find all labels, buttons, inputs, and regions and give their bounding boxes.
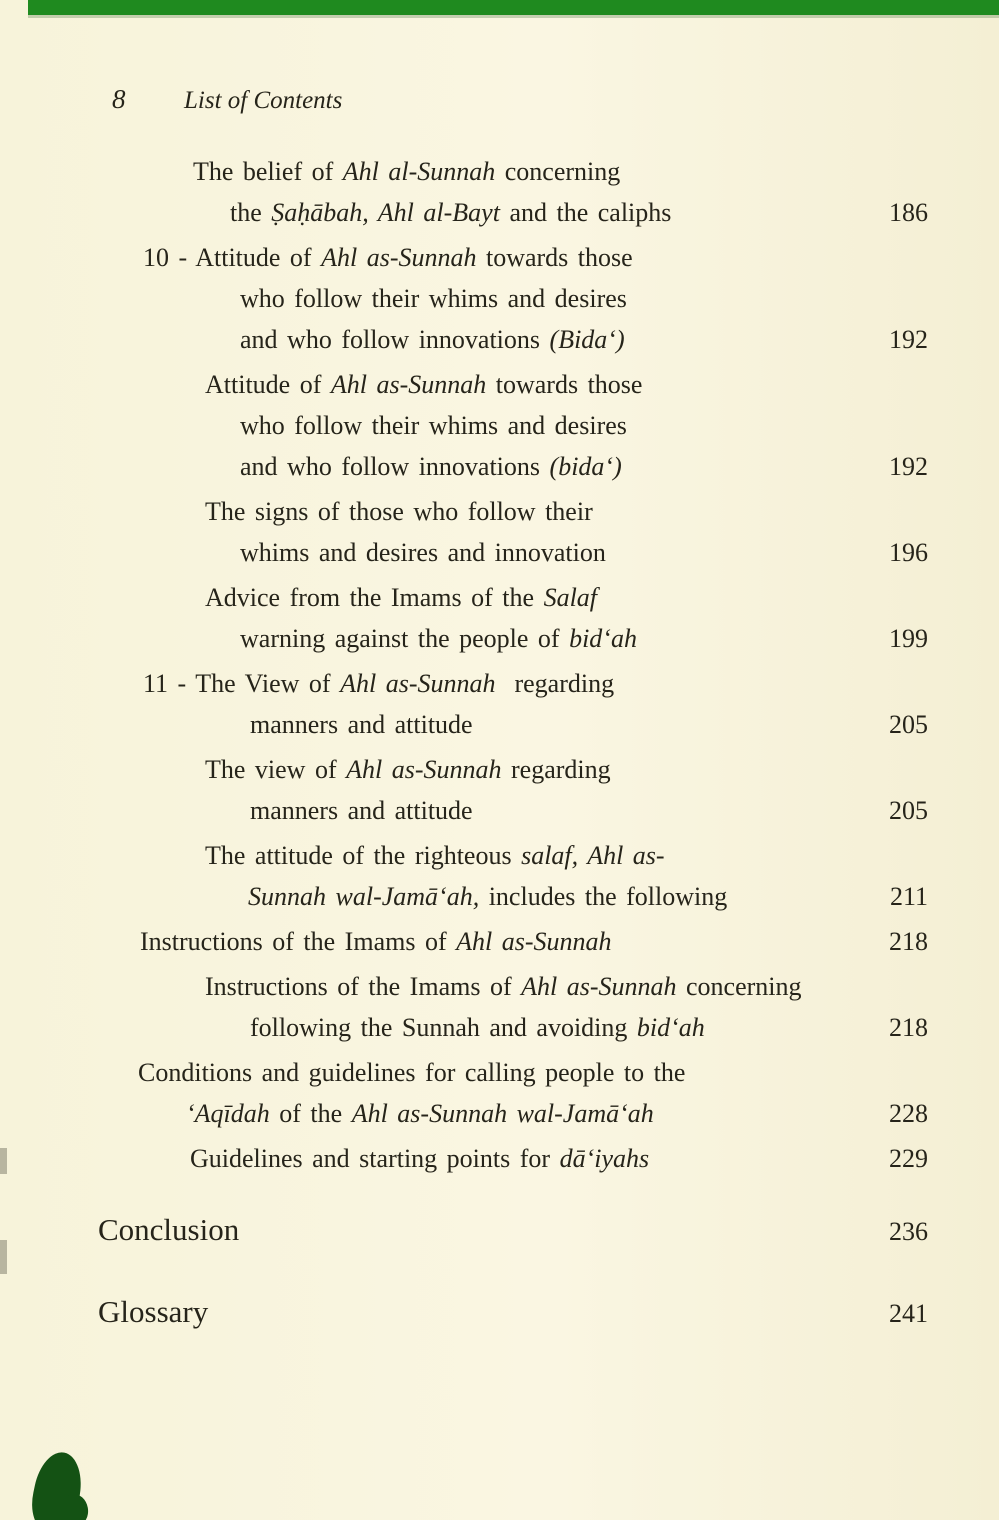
toc-entry — [98, 1138, 928, 1179]
page-header-title: List of Contents — [184, 87, 343, 114]
toc-text: towards those — [476, 243, 633, 272]
toc-entry — [98, 663, 928, 745]
toc-text-italic: salaf, Ahl as- — [521, 841, 665, 870]
toc-entry-text — [240, 319, 625, 360]
toc-entry-text — [193, 151, 620, 192]
toc-entry — [98, 921, 928, 962]
toc-text-italic: Ahl as-Sunnah wal-Jamā‘ah — [351, 1099, 654, 1128]
table-of-contents — [98, 151, 928, 1343]
toc-text: 10 - Attitude of — [143, 243, 322, 272]
toc-text: Instructions of the Imams of — [205, 972, 522, 1001]
toc-text-italic: (bida‘) — [549, 452, 622, 481]
toc-page-number: 196 — [889, 538, 928, 567]
toc-entry-line — [98, 704, 928, 745]
toc-page-number: 218 — [889, 1013, 928, 1042]
toc-entry-text — [250, 790, 473, 831]
toc-entry-text — [143, 237, 633, 278]
toc-text: who follow their whims and desires — [240, 284, 627, 313]
toc-text: warning against the people of — [240, 624, 570, 653]
toc-entry-text — [240, 532, 606, 573]
toc-text: includes the following — [479, 882, 728, 911]
toc-text: Conclusion — [98, 1212, 240, 1247]
toc-text-italic: Ahl as-Sunnah — [346, 755, 502, 784]
toc-entry-text — [140, 921, 612, 962]
toc-entry-text — [240, 618, 637, 659]
toc-text: of the — [269, 1099, 352, 1128]
toc-entry-line — [98, 1138, 928, 1179]
toc-text: Conditions and guidelines for calling people to the — [138, 1058, 686, 1087]
toc-text-italic: Ahl as-Sunnah — [521, 972, 677, 1001]
toc-entry-line — [98, 835, 928, 876]
toc-entry-text — [205, 966, 802, 1007]
toc-text: and who follow innovations — [240, 452, 550, 481]
toc-page-number: 229 — [889, 1144, 928, 1173]
toc-entry-line — [98, 446, 928, 487]
toc-entry-line — [98, 1007, 928, 1048]
toc-entry-text — [186, 1093, 654, 1134]
toc-page-number: 211 — [889, 882, 928, 911]
toc-entry-line — [98, 237, 928, 278]
toc-entry-line — [98, 278, 928, 319]
toc-text-italic: bid‘ah — [569, 624, 637, 653]
toc-page-number: 192 — [889, 325, 928, 354]
toc-entry — [98, 151, 928, 233]
toc-page-number: 236 — [889, 1217, 928, 1246]
toc-text-italic: Ahl as-Sunnah — [456, 927, 612, 956]
toc-text: manners and attitude — [250, 796, 473, 825]
toc-entry — [98, 1201, 928, 1261]
toc-entry — [98, 491, 928, 573]
toc-page-number: 192 — [889, 452, 928, 481]
toc-text: regarding — [501, 755, 611, 784]
toc-entry — [98, 835, 928, 917]
toc-page-number: 205 — [889, 796, 928, 825]
left-edge-speck — [0, 1148, 7, 1174]
toc-entry-text — [143, 663, 614, 704]
toc-entry — [98, 966, 928, 1048]
toc-text-italic: Ahl as-Sunnah — [321, 243, 477, 272]
toc-entry-text — [250, 1007, 705, 1048]
toc-text: and who follow innovations — [240, 325, 550, 354]
toc-entry-line — [98, 618, 928, 659]
toc-text: whims and desires and innovation — [240, 538, 606, 567]
toc-entry-text — [205, 835, 665, 876]
toc-text: following the Sunnah and avoiding — [250, 1013, 637, 1042]
toc-entry-line — [98, 921, 928, 962]
toc-text: The belief of — [193, 157, 343, 186]
toc-entry-text — [205, 749, 611, 790]
top-edge-scan-artifact — [28, 0, 999, 15]
toc-entry-line — [98, 532, 928, 573]
toc-page-number: 228 — [889, 1099, 928, 1128]
toc-text-italic: (Bida‘) — [549, 325, 625, 354]
toc-entry-text — [205, 491, 593, 532]
toc-text: The view of — [205, 755, 347, 784]
toc-text-italic: Ahl as-Sunnah — [330, 370, 487, 399]
toc-text: manners and attitude — [250, 710, 473, 739]
toc-text: The signs of those who follow their — [205, 497, 593, 526]
toc-entry-line — [98, 577, 928, 618]
toc-entry-line — [98, 192, 928, 233]
toc-text: The attitude of the righteous — [205, 841, 522, 870]
toc-entry-line — [98, 1052, 928, 1093]
toc-entry-text — [138, 1052, 685, 1093]
toc-entry-text — [98, 1201, 239, 1259]
toc-entry-line — [98, 663, 928, 704]
toc-text-italic: dā‘iyahs — [559, 1144, 650, 1173]
toc-page-number: 205 — [889, 710, 928, 739]
toc-text-italic: Sunnah wal-Jamā‘ah, — [248, 882, 480, 911]
toc-entry — [98, 1052, 928, 1134]
toc-text: regarding — [495, 669, 615, 698]
toc-entry-line — [98, 405, 928, 446]
toc-page-number: 241 — [889, 1299, 928, 1328]
toc-text: Advice from the Imams of the — [205, 583, 544, 612]
toc-entry-text — [230, 192, 671, 233]
toc-entry — [98, 237, 928, 360]
left-edge-speck — [0, 1240, 7, 1274]
page-number: 8 — [112, 84, 126, 114]
toc-entry-text — [240, 405, 627, 446]
toc-text-italic: Ṣaḥābah, Ahl al-Bayt — [271, 198, 500, 227]
toc-text-italic: Ahl as-Sunnah — [340, 669, 496, 698]
toc-entry-text — [205, 364, 642, 405]
toc-text: and the caliphs — [499, 198, 672, 227]
toc-text-italic: Salaf — [543, 583, 598, 612]
toc-entry-text — [240, 278, 627, 319]
toc-text: towards those — [486, 370, 643, 399]
toc-entry-line — [98, 151, 928, 192]
toc-text-italic: Ahl al-Sunnah — [342, 157, 496, 186]
toc-text: the — [230, 198, 272, 227]
toc-entry-line — [98, 790, 928, 831]
toc-entry-text — [205, 577, 597, 618]
toc-entry-line — [98, 319, 928, 360]
toc-entry — [98, 364, 928, 487]
toc-entry-line — [98, 966, 928, 1007]
toc-text: who follow their whims and desires — [240, 411, 627, 440]
toc-text: 11 - The View of — [143, 669, 341, 698]
toc-entry-text — [240, 446, 622, 487]
toc-entry-text — [98, 1283, 208, 1341]
toc-text-italic: bid‘ah — [636, 1013, 705, 1042]
toc-entry-line — [98, 749, 928, 790]
toc-text: Glossary — [98, 1294, 209, 1329]
toc-entry-text — [190, 1138, 649, 1179]
toc-entry — [98, 749, 928, 831]
toc-entry-line — [98, 491, 928, 532]
toc-entry — [98, 1283, 928, 1343]
toc-text: concerning — [676, 972, 802, 1001]
toc-entry — [98, 577, 928, 659]
toc-page-number: 186 — [889, 198, 928, 227]
toc-text: concerning — [495, 157, 621, 186]
toc-entry-line — [98, 364, 928, 405]
toc-entry-text — [248, 876, 727, 917]
toc-entry-line — [98, 1093, 928, 1134]
toc-text: Instructions of the Imams of — [140, 927, 457, 956]
toc-text: Guidelines and starting points for — [190, 1144, 560, 1173]
toc-entry-line — [98, 1283, 928, 1343]
top-edge-shadow — [28, 15, 999, 18]
toc-page-number: 218 — [889, 927, 928, 956]
toc-text: Attitude of — [205, 370, 331, 399]
toc-page-number: 199 — [889, 624, 928, 653]
toc-entry-text — [250, 704, 473, 745]
toc-entry-line — [98, 876, 928, 917]
toc-text-italic: ‘Aqīdah — [186, 1099, 270, 1128]
toc-entry-line — [98, 1201, 928, 1261]
